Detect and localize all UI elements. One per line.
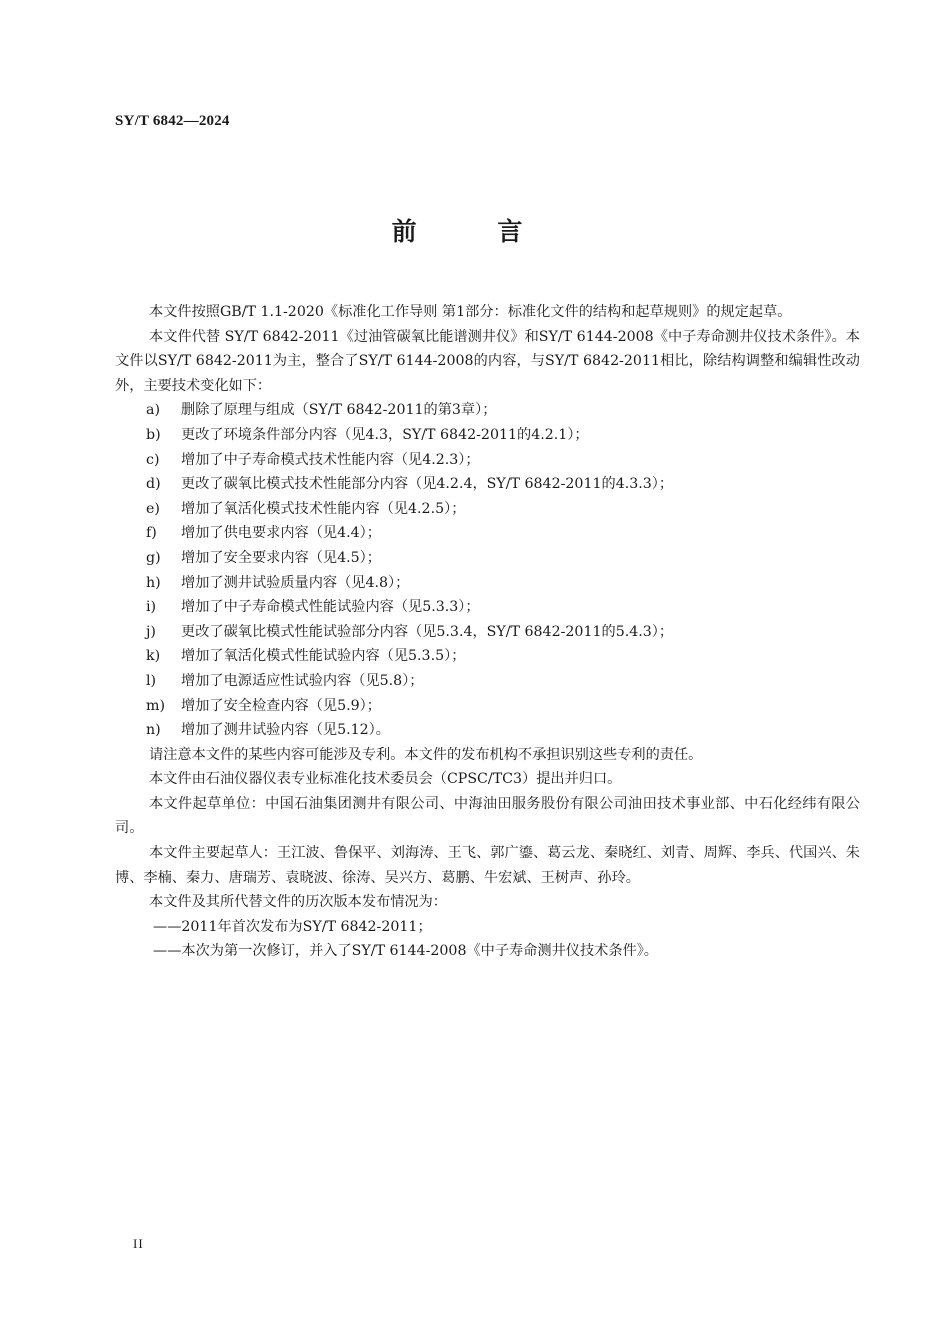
changes-list: [115, 398, 860, 742]
list-item-text: 增加了中子寿命模式性能试验内容（见5.3.3）；: [181, 599, 480, 616]
list-item-tag: k): [146, 648, 161, 665]
list-item-tag: i): [146, 599, 157, 616]
list-item-text: 增加了测井试验内容（见5.12）。: [181, 722, 390, 739]
list-item: [115, 497, 860, 522]
list-item: [115, 521, 860, 546]
list-item-text: 增加了安全检查内容（见5.9）；: [181, 697, 381, 714]
list-item-text: 增加了电源适应性试验内容（见5.8）；: [181, 672, 424, 689]
history-item: ——本次为第一次修订，并入了SY/T 6144-2008《中子寿命测井仪技术条件》。: [153, 943, 658, 960]
list-item-tag: g): [146, 549, 161, 566]
list-item: [115, 595, 860, 620]
list-item: [115, 669, 860, 694]
list-item-tag: b): [146, 426, 161, 443]
list-item-tag: e): [146, 500, 160, 517]
list-item-text: 增加了氧活化模式性能试验内容（见5.3.5）；: [181, 648, 466, 665]
list-item-tag: f): [146, 525, 157, 542]
standard-code: SY/T 6842—2024: [115, 113, 230, 129]
drafters-paragraph: 本文件主要起草人：王江波、鲁保平、刘海涛、王飞、郭广鎏、葛云龙、秦晓红、刘青、周辉、李兵、代国兴、朱博、李楠、秦力、唐瑞芳、袁晓波、徐涛、吴兴方、葛鹏、牛宏斌、王树声、孙玲。: [115, 845, 860, 886]
proposer-paragraph: 本文件由石油仪器仪表专业标准化技术委员会（CPSC/TC3）提出并归口。: [149, 771, 622, 788]
list-item: [115, 644, 860, 669]
list-item-tag: n): [146, 722, 161, 739]
page-number: II: [133, 1236, 144, 1251]
page-title: 前 言: [391, 217, 559, 246]
list-item-tag: j): [146, 623, 156, 640]
list-item-text: 更改了碳氧比模式性能试验部分内容（见5.3.4，SY/T 6842-2011的5.4.3）；: [181, 623, 674, 640]
drafting-units-paragraph: 本文件起草单位：中国石油集团测井有限公司、中海油田服务股份有限公司油田技术事业部、中石化经纬有限公司。: [115, 795, 860, 837]
list-item-tag: a): [146, 402, 160, 419]
list-item: [115, 546, 860, 571]
list-item-text: 更改了碳氧比模式技术性能部分内容（见4.2.4，SY/T 6842-2011的4.3.3）；: [181, 476, 674, 493]
list-item: [115, 694, 860, 719]
list-item: [115, 448, 860, 473]
list-item-text: 增加了供电要求内容（见4.4）；: [181, 525, 381, 542]
list-item-tag: c): [146, 451, 160, 468]
list-item: [115, 718, 860, 743]
list-item-text: 增加了测井试验质量内容（见4.8）；: [181, 574, 410, 591]
list-item-tag: l): [146, 672, 157, 689]
list-item: [115, 423, 860, 448]
intro-paragraph: 本文件代替 SY/T 6842-2011《过油管碳氧比能谱测井仪》和SY/T 6144-2008《中子寿命测井仪技术条件》。本文件以SY/T 6842-2011为主，整合了SY/T 6144-2008的内容，与SY/T 6842-2011相比，除结构调整和编辑性改动外，主要技术变化如下：: [115, 328, 860, 394]
list-item-text: 增加了氧活化模式技术性能内容（见4.2.5）；: [181, 500, 466, 517]
list-item: [115, 571, 860, 596]
patent-notice: 请注意本文件的某些内容可能涉及专利。本文件的发布机构不承担识别这些专利的责任。: [149, 746, 703, 763]
list-item: [115, 472, 860, 497]
document-body: [115, 300, 860, 964]
list-item-tag: m): [146, 697, 165, 714]
list-item-text: 增加了中子寿命模式技术性能内容（见4.2.3）；: [181, 451, 480, 468]
list-item-tag: h): [146, 574, 161, 591]
history-item: ——2011年首次发布为SY/T 6842-2011；: [153, 918, 432, 935]
list-item: [115, 398, 860, 423]
list-item-text: 删除了原理与组成（SY/T 6842-2011的第3章）；: [181, 402, 497, 419]
history-intro: 本文件及其所代替文件的历次版本发布情况为：: [149, 894, 447, 911]
intro-paragraph: 本文件按照GB/T 1.1-2020《标准化工作导则 第1部分：标准化文件的结构和起草规则》的规定起草。: [149, 304, 792, 320]
list-item-tag: d): [146, 476, 161, 493]
list-item-text: 更改了环境条件部分内容（见4.3，SY/T 6842-2011的4.2.1）；: [181, 426, 589, 443]
list-item: [115, 620, 860, 645]
list-item-text: 增加了安全要求内容（见4.5）；: [181, 549, 381, 566]
